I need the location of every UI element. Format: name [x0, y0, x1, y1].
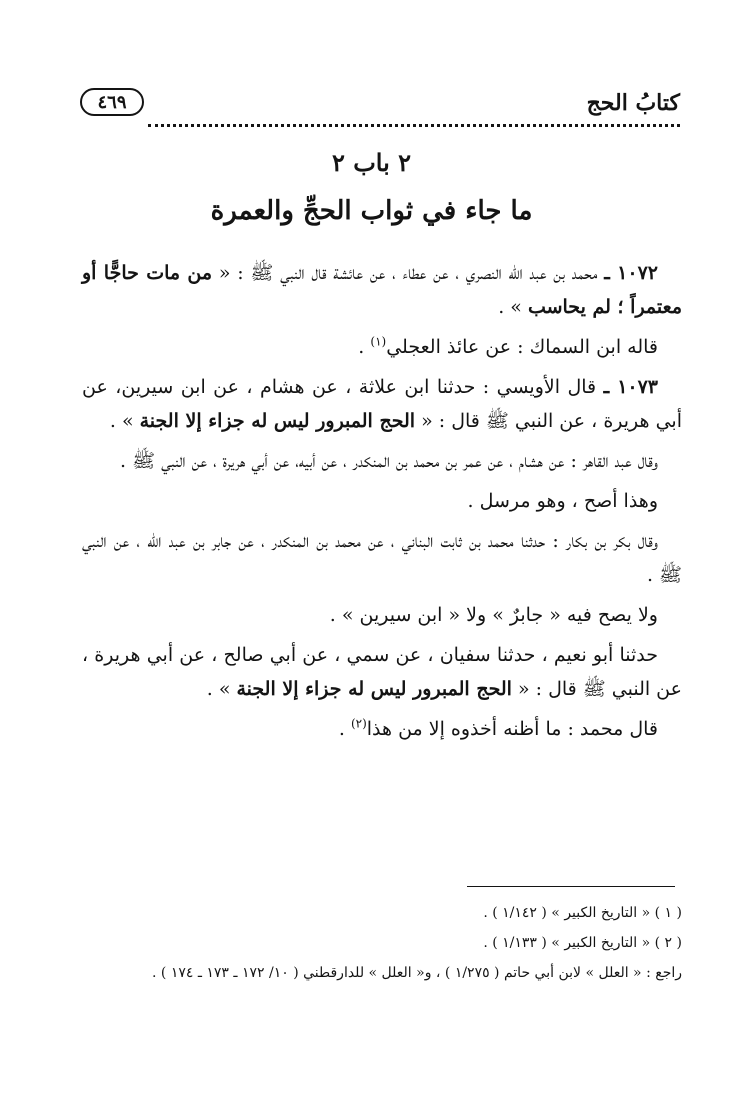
narration-bakr: وقال بكر بن بكار : حدثنا محمد بن ثابت البناني ، عن محمد بن المنكدر ، عن جابر بن عبد الله ، عن النبي ﷺ . [82, 530, 682, 586]
chapter-title: ما جاء في ثواب الحجِّ والعمرة [210, 196, 533, 226]
hadith-number: ١٠٧٣ ـ [603, 376, 659, 398]
hadith-quote: الحج المبرور ليس له جزاء إلا الجنة [139, 410, 416, 432]
hadith-text: قال الأويسي : حدثنا ابن علاثة ، عن هشام ، عن ابن سيرين، عن أبي هريرة ، عن النبي ﷺ قال : « [82, 376, 682, 432]
footnote-2: ( ٢ ) « التاريخ الكبير » ( ١/١٣٣ ) . [483, 935, 682, 951]
hadith-quote: من مات حاجًّا أو معتمراً ؛ لم يحاسب [82, 262, 682, 318]
footnote-1: ( ١ ) « التاريخ الكبير » ( ١/١٤٢ ) . [483, 905, 682, 921]
footnote-ref-1[interactable]: (١) [370, 334, 387, 349]
footnote-ref-2[interactable]: (٢) [350, 716, 367, 731]
hadith-1072 [82, 256, 682, 324]
narration-tail: . [358, 336, 371, 358]
narration-abdulqahir: وقال عبد القاهر : عن هشام ، عن عمر بن محمد بن المنكدر ، عن أبيه، عن أبي هريرة ، عن النبي ﷺ . [120, 450, 658, 472]
narration-not-sahih: ولا يصح فيه « جابرٌ » ولا « ابن سيرين » . [329, 604, 658, 626]
narration-text: قال محمد : ما أظنه أخذوه إلا من هذا [366, 718, 658, 740]
hadith-tail: » . [109, 410, 140, 432]
hadith-number: ١٠٧٢ ـ [604, 262, 658, 284]
footnotes [82, 898, 682, 988]
main-text [82, 256, 682, 752]
page-header [80, 86, 680, 136]
chapter-number: ٢ باب ٢ [331, 148, 412, 177]
running-title: كتابُ الحج [586, 90, 680, 116]
footnote-3: راجع : « العلل » لابن أبي حاتم ( ١/٢٧٥ ) ، و« العلل » للدارقطني ( ١٠/ ١٧٢ ـ ١٧٣ ـ ١٧٤ ) . [152, 965, 682, 981]
narration-muhammad [82, 712, 682, 746]
header-dotted-rule [148, 124, 680, 127]
footnote-divider [467, 886, 675, 887]
narration-grading: وهذا أصح ، وهو مرسل . [467, 490, 658, 512]
narration-tail: » . [206, 678, 237, 700]
narration-text: قاله ابن السماك : عن عائذ العجلي [386, 336, 658, 358]
hadith-quote: الحج المبرور ليس له جزاء إلا الجنة [236, 678, 512, 700]
narration-tail: . [338, 718, 351, 740]
page-number: ٤٦٩ [80, 88, 144, 116]
narration-abu-nuaym [82, 638, 682, 706]
narration-text: حدثنا أبو نعيم ، حدثنا سفيان ، عن سمي ، عن أبي صالح ، عن أبي هريرة ، عن النبي ﷺ قال : « [82, 644, 682, 700]
hadith-tail: » . [498, 296, 528, 318]
narration-note [82, 330, 682, 364]
hadith-1073 [82, 370, 682, 438]
hadith-text: محمد بن عبد الله النصري ، عن عطاء ، عن عائشة قال النبي ﷺ : « [212, 262, 598, 284]
